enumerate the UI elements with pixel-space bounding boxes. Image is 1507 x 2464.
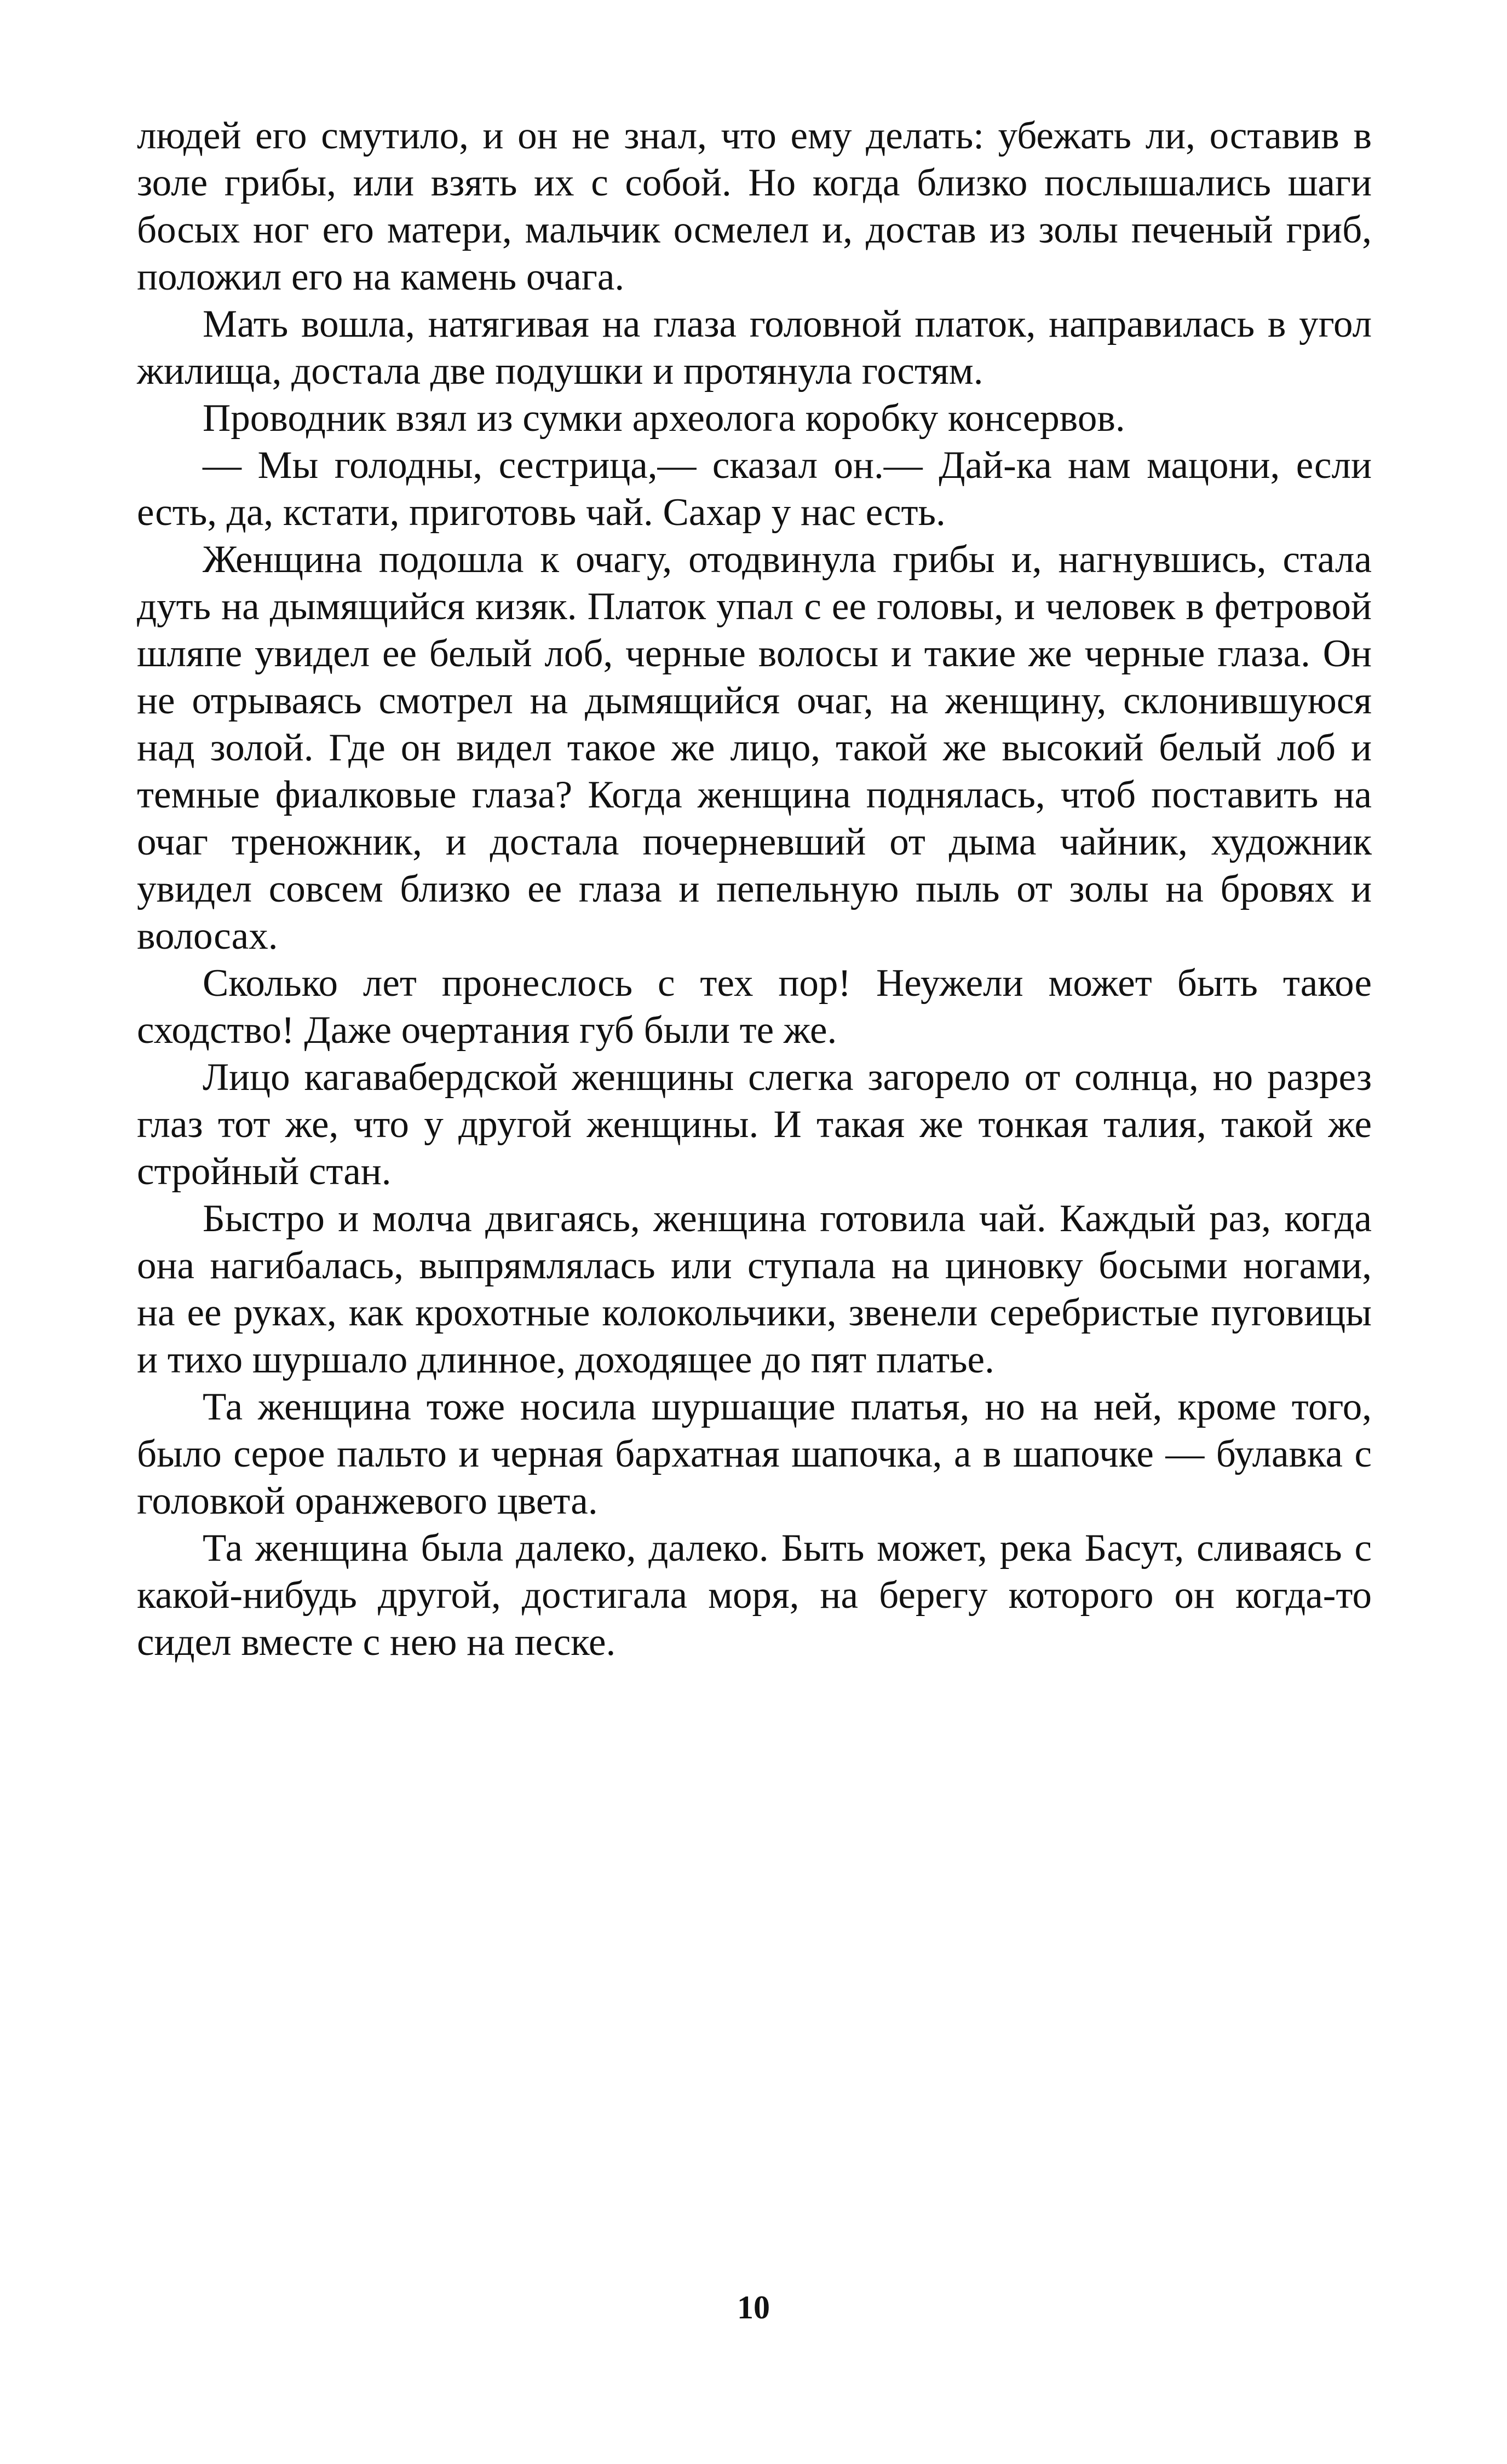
body-text: [137, 112, 1372, 1666]
paragraph: Проводник взял из сумки археолога коробку консервов.: [203, 397, 1125, 440]
paragraph: Мать вошла, натягивая на глаза головной платок, направилась в угол жилища, достала две подушки и протянула гостям.: [137, 303, 1372, 393]
paragraph: Сколько лет пронеслось с тех пор! Неужели может быть такое сходство! Даже очертания губ были те же.: [137, 962, 1372, 1052]
paragraph: Лицо кагавабердской женщины слегка загорело от солнца, но разрез глаз тот же, что у другой женщины. И такая же тонкая талия, такой же стройный стан.: [137, 1056, 1372, 1193]
paragraph: Женщина подошла к очагу, отодвинула грибы и, нагнувшись, стала дуть на дымящийся кизяк. Платок упал с ее головы, и человек в фетровой шляпе увидел ее белый лоб, черные волосы и такие же черные глаза. Он не отрываясь смотрел на дымящийся очаг, на женщину, склонившуюся над золой. Где он видел такое же лицо, такой же высокий белый лоб и темные фиалковые глаза? Когда женщина поднялась, чтоб поставить на очаг треножник, и достала почерневший от дыма чайник, художник увидел совсем близко ее глаза и пепельную пыль от золы на бровях и волосах.: [137, 538, 1372, 957]
paragraph: — Мы голодны, сестрица,— сказал он.— Дай-ка нам мацони, если есть, да, кстати, приготовь чай. Сахар у нас есть.: [137, 444, 1372, 534]
paragraph: Та женщина тоже носила шуршащие платья, но на ней, кроме того, было серое пальто и черная бархатная шапочка, а в шапочке — булавка с головкой оранжевого цвета.: [137, 1386, 1372, 1522]
paragraph: Быстро и молча двигаясь, женщина готовила чай. Каждый раз, когда она нагибалась, выпрямлялась или ступала на циновку босыми ногами, на ее руках, как крохотные колокольчики, звенели серебристые пуговицы и тихо шуршало длинное, доходящее до пят платье.: [137, 1197, 1372, 1381]
page-number: 10: [737, 2289, 770, 2325]
paragraph: людей его смутило, и он не знал, что ему делать: убежать ли, оставив в золе грибы, или взять их с собой. Но когда близко послышались шаги босых ног его матери, мальчик осмелел и, достав из золы печеный гриб, положил его на камень очага.: [137, 114, 1372, 298]
paragraph: Та женщина была далеко, далеко. Быть может, река Басут, сливаясь с какой-нибудь другой, достигала моря, на берегу которого он когда-то сидел вместе с нею на песке.: [137, 1527, 1372, 1664]
